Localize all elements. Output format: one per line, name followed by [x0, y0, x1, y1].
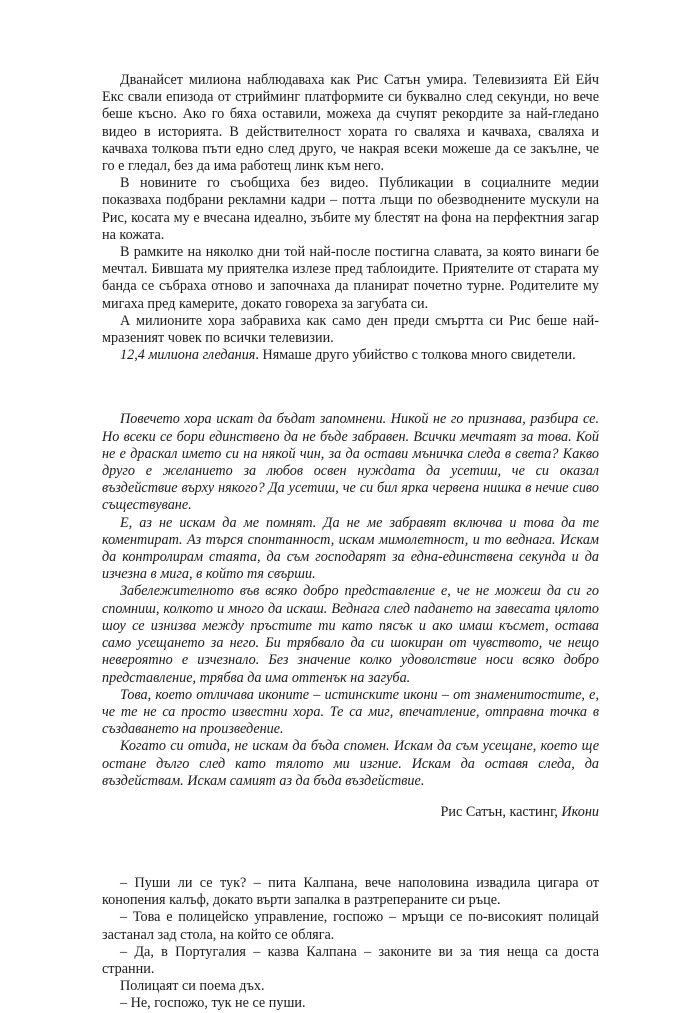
- paragraph: Дванайсет милиона наблюдаваха как Рис Сатън умира. Телевизията Ей Ейч Екс свали епизода от стрийминг платформите си буквално след секунди, но вече беше късно. Ако го бяха оставили, можеха да счупят рекордите за най-гледано видео в историята. В действителност хората го сваляха и качваха, сваляха и качваха толкова пъти едно след друго, че накрая всеки можеше да се закълне, че го е гледал, без да има работещ линк към него.: [102, 72, 599, 175]
- signature-work-title: Икони: [561, 803, 599, 820]
- signature-author: Рис Сатън, кастинг,: [440, 803, 562, 820]
- epigraph-signature: [102, 804, 599, 821]
- epigraph-paragraph: Когато си отида, не искам да бъда спомен. Искам да съм усещане, което ще остане дълго след като тялото ми изгние. Искам да оставя следа, да въздействам. Искам самият аз да бъда въздействие.: [102, 738, 599, 789]
- book-page: [102, 72, 599, 1013]
- paragraph-text: . Нямаше друго убийство с толкова много свидетели.: [255, 347, 576, 364]
- narrative-section: [102, 72, 599, 364]
- paragraph: В рамките на няколко дни той най-после постигна славата, за която винаги бе мечтал. Бившата му приятелка излезе пред таблоидите. Приятелите от старата му банда се събраха отново и започнаха да планират почетно турне. Родителите му мигаха пред камерите, докато говореха за загубата си.: [102, 244, 599, 312]
- dialogue-line: – Това е полицейско управление, госпожо – мръщи се по-високият полицай застанал зад стола, на който се обляга.: [102, 909, 599, 943]
- dialogue-section: [102, 875, 599, 1013]
- paragraph: [102, 347, 599, 364]
- dialogue-line: – Пуши ли се тук? – пита Калпана, вече наполовина извадила цигара от конопения калъф, докато върти запалка в разтрепераните си ръце.: [102, 874, 599, 909]
- dialogue-line: Полицаят си поема дъх.: [120, 978, 265, 995]
- paragraph: А милионите хора забравиха как само ден преди смъртта си Рис беше най-мразеният човек по всички телевизии.: [102, 312, 599, 347]
- epigraph-paragraph: Това, което отличава иконите – истинските икони – от знаменитостите, е, че те не са просто известни хора. Те са миг, впечатление, отправна точка в създаването на произведение.: [102, 686, 599, 738]
- paragraph: В новините го съобщиха без видео. Публикации в социалните медии показваха подбрани рекламни кадри – потта лъщи по обезводнените мускули на Рис, косата му е вчесана идеално, зъбите му блестят на фона на перфектния загар на кожата.: [102, 175, 599, 243]
- views-count: 12,4 милиона гледания: [120, 347, 256, 364]
- epigraph-paragraph: Забележителното във всяко добро представление е, че не можеш да си го спомниш, колкото и много да искаш. Веднага след падането на завесата цялото шоу се изнизва между пръстите ти като пясък и ако имаш късмет, остава само усещането за него. Би трябвало да си шокиран от чувството, че нещо невероятно е изчезнало. Без значение колко удоволствие носи всяко добро представление, трябва да има оттенък на загуба.: [102, 583, 599, 686]
- dialogue-line: – Да, в Португалия – казва Калпана – законите ви за тия неща са доста странни.: [102, 943, 599, 977]
- epigraph-paragraph: Повечето хора искат да бъдат запомнени. Никой не го признава, разбира се. Но всеки се бори единствено да не бъде забравен. Всички мечтаят за това. Кой не е драскал името си на някой чин, за да остави мъничка следа в света? Какво друго е желанието за любов освен нуждата да усетиш, че си оказал въздействие върху някого? Да усетиш, че си бил ярка червена нишка в нечие сиво съществуване.: [102, 411, 599, 514]
- epigraph-section: [102, 411, 599, 820]
- dialogue-line: – Не, госпожо, тук не се пуши.: [120, 995, 306, 1012]
- epigraph-paragraph: Е, аз не искам да ме помнят. Да не ме забравят включва и това да те коментират. Аз търся спонтанност, искам мимолетност, и то веднага. Искам да контролирам стаята, да съм господарят за една-единствена секунда и да изчезна в мига, в който тя свърши.: [102, 514, 599, 583]
